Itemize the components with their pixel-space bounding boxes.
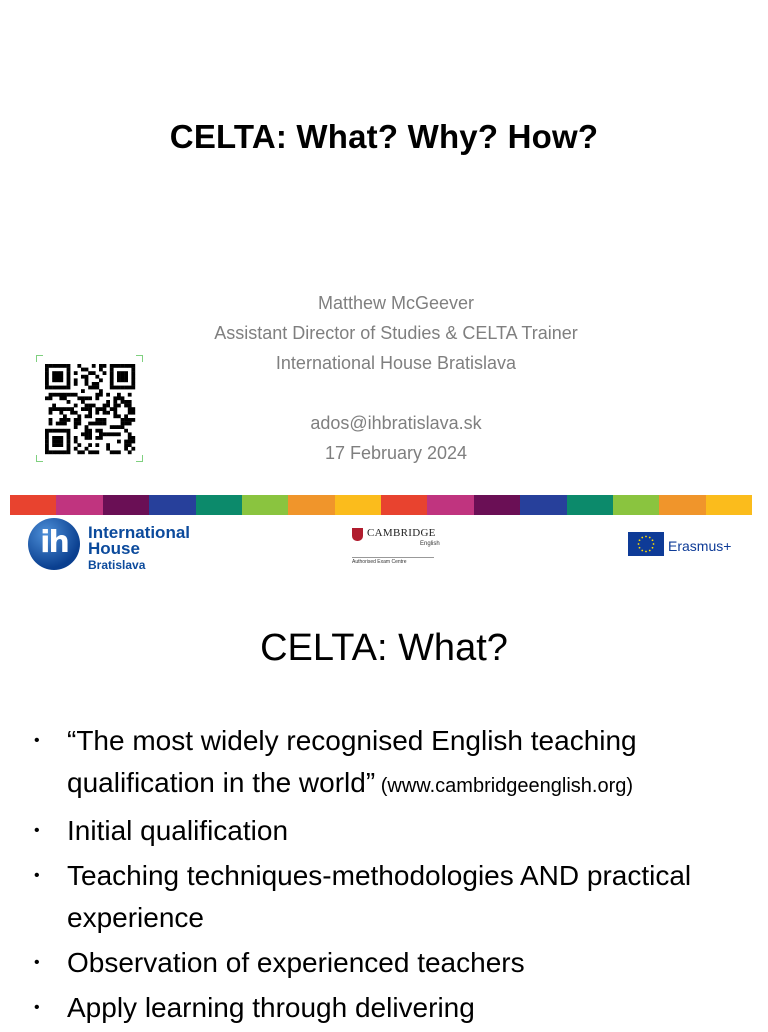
eu-flag-icon <box>628 532 664 556</box>
stripe-segment <box>613 495 659 515</box>
presenter-info <box>150 288 642 468</box>
color-stripe <box>10 495 752 515</box>
slide-what-heading: CELTA: What? <box>260 627 508 669</box>
bullet-item: • “The most widely recognised English teaching qualification in the world” (www.cambridgeenglish.org) <box>34 725 637 798</box>
erasmus-logo <box>628 532 758 558</box>
erasmus-text: Erasmus+ <box>668 538 732 554</box>
bullet-item: • Teaching techniques-methodologies AND practical experience <box>34 860 692 933</box>
bullet-list <box>28 720 758 1032</box>
presentation-date: 17 February 2024 <box>324 443 468 463</box>
ih-logo-line1: International <box>88 523 191 542</box>
international-house-logo <box>28 518 198 574</box>
cambridge-shield-icon <box>352 528 363 541</box>
stripe-segment <box>706 495 752 515</box>
cambridge-english-logo <box>352 526 442 570</box>
slide-what <box>0 585 768 1024</box>
stripe-segment <box>288 495 334 515</box>
stripe-segment <box>242 495 288 515</box>
stripe-segment <box>427 495 473 515</box>
stripe-segment <box>335 495 381 515</box>
stripe-segment <box>474 495 520 515</box>
cambridge-word: CAMBRIDGE <box>367 527 436 539</box>
stripe-segment <box>567 495 613 515</box>
stripe-segment <box>10 495 56 515</box>
stripe-segment <box>196 495 242 515</box>
presenter-role: Assistant Director of Studies & CELTA Trainer <box>214 323 578 343</box>
stripe-segment <box>520 495 566 515</box>
slide-title-heading: CELTA: What? Why? How? <box>169 118 599 155</box>
bullet-item: • Observation of experienced teachers <box>34 947 525 978</box>
stripe-segment <box>381 495 427 515</box>
stripe-segment <box>149 495 195 515</box>
cambridge-sub: English <box>420 541 440 547</box>
ih-logo-line2: House <box>88 539 140 558</box>
bullet-item: • Apply learning through delivering <box>34 992 475 1023</box>
stripe-segment <box>56 495 102 515</box>
ih-logo-line3: Bratislava <box>88 558 146 572</box>
presenter-email: ados@ihbratislava.sk <box>310 413 482 433</box>
bullet-item: • Initial qualification <box>34 815 289 846</box>
stripe-segment <box>103 495 149 515</box>
cambridge-auth: Authorised Exam Centre <box>352 559 407 565</box>
qr-code-icon <box>36 355 143 462</box>
stripe-segment <box>659 495 705 515</box>
presenter-name: Matthew McGeever <box>317 293 475 313</box>
presenter-organisation: International House Bratislava <box>275 353 517 373</box>
ih-mark-icon: ih <box>28 518 80 570</box>
